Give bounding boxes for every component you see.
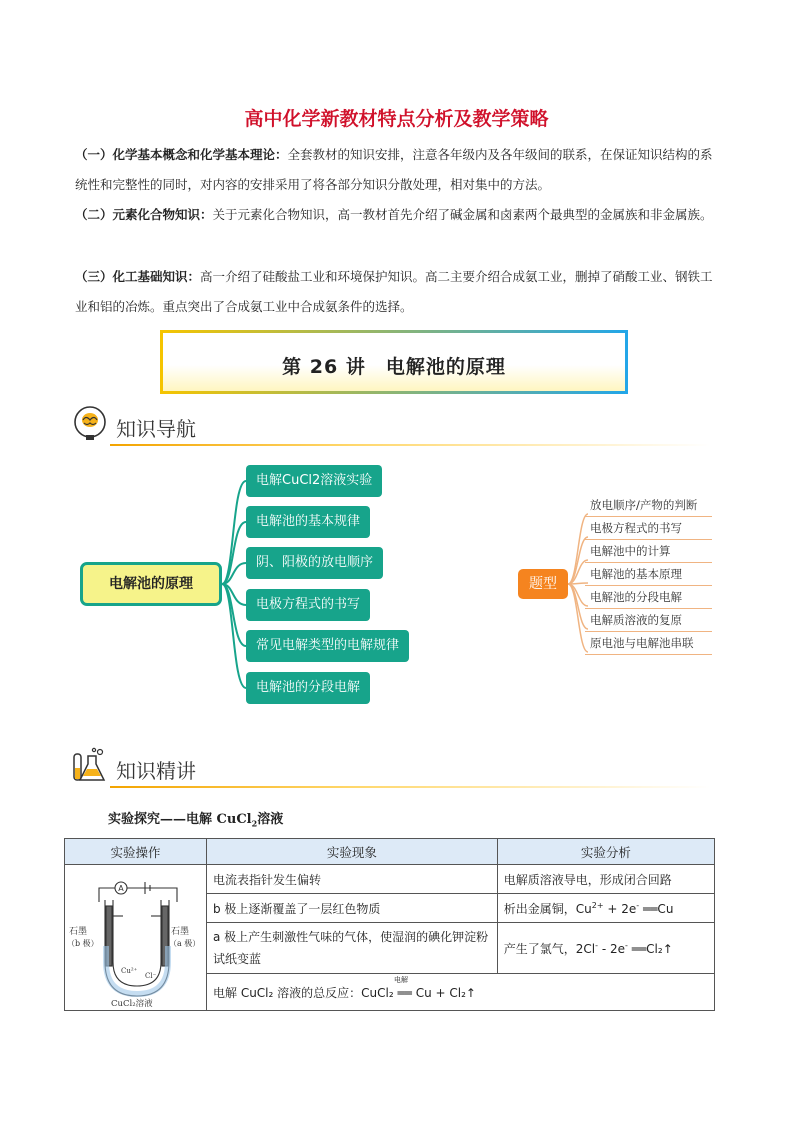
- left-electrode-label: 石墨: [69, 926, 88, 937]
- analysis-text: 析出金属铜，Cu: [503, 901, 592, 916]
- mindmap-branch: 电解池的分段电解: [246, 672, 370, 704]
- table-header: 实验操作: [65, 839, 207, 865]
- table-header: 实验现象: [207, 839, 498, 865]
- phenomenon-cell: a 极上产生刺激性气味的气体，使湿润的碘化钾淀粉试纸变蓝: [207, 923, 498, 974]
- paragraph-text: 关于元素化合物知识，高一教材首先介绍了碱金属和卤素两个最典型的金属族和非金属族。: [212, 207, 713, 222]
- paragraph-text: 全套教材的知识安排，注意各年级内及各年级间的联系，在保证知识结构的系统性和完整性的同时，对内容的安排采用了将各部分知识分散处理，相对集中的方法。: [75, 147, 713, 192]
- question-type-item: 放电顺序/产物的判断: [585, 496, 712, 517]
- superscript: -: [636, 900, 640, 910]
- ammeter-label: A: [118, 883, 124, 893]
- mindmap-branch: 电解池的基本规律: [246, 506, 370, 538]
- mindmap-branch: 阴、阳极的放电顺序: [246, 547, 383, 579]
- mindmap-branch: 电极方程式的书写: [246, 589, 370, 621]
- superscript: -: [595, 940, 599, 950]
- right-electrode-label: 石墨: [171, 926, 190, 937]
- analysis-cell: [497, 923, 714, 974]
- phenomenon-cell: b 极上逐渐覆盖了一层红色物质: [207, 894, 498, 923]
- mindmap-root: 电解池的原理: [80, 562, 222, 606]
- analysis-text: 产生了氯气，2Cl: [503, 941, 596, 956]
- subtitle-suffix: 溶液: [257, 812, 284, 827]
- reaction-condition: 电解: [394, 975, 408, 984]
- cl-ion-label: Cl⁻: [145, 971, 157, 980]
- section-knowledge-lecture: [70, 746, 710, 792]
- apparatus-cell: [65, 865, 207, 1011]
- analysis-cell: 电解质溶液导电，形成闭合回路: [497, 865, 714, 894]
- experiment-subtitle: [108, 808, 283, 829]
- mindmap-branch: 电解CuCl2溶液实验: [246, 465, 382, 497]
- question-type-item: 电解池中的计算: [585, 542, 712, 563]
- total-reaction-text: 电解 CuCl₂ 溶液的总反应：CuCl₂ ══ Cu + Cl₂↑: [213, 985, 476, 1000]
- paragraph-heading: （一）化学基本概念和化学基本理论：: [75, 147, 288, 162]
- lecture-title: 第 26 讲 电解池的原理: [282, 356, 506, 378]
- question-type-item: 电解质溶液的复原: [585, 611, 712, 632]
- superscript: 2+: [591, 900, 604, 910]
- question-type-item: 电解池的基本原理: [585, 565, 712, 586]
- analysis-cell: [497, 894, 714, 923]
- lab-flask-icon: [70, 746, 110, 786]
- section-label: 知识导航: [116, 417, 196, 441]
- question-type-item: 电解池的分段电解: [585, 588, 712, 609]
- question-type-item: 电极方程式的书写: [585, 519, 712, 540]
- paragraph-text: 高一介绍了硅酸盐工业和环境保护知识。高二主要介绍合成氨工业，删掉了硝酸工业、钢铁工业和铝的冶炼。重点突出了合成氨工业中合成氨条件的选择。: [75, 269, 713, 314]
- cu-ion-label: Cu²⁺: [121, 966, 138, 975]
- analysis-text: + 2e: [603, 901, 637, 916]
- subtitle-prefix: 实验探究——电解 CuCl: [108, 812, 252, 827]
- electrolysis-apparatus-diagram: [65, 866, 206, 1010]
- paragraph-heading: （二）元素化合物知识：: [75, 207, 213, 222]
- analysis-text: - 2e: [598, 941, 626, 956]
- experiment-table: [64, 838, 715, 1011]
- page-title: 高中化学新教材特点分析及教学策略: [244, 108, 549, 130]
- table-header: 实验分析: [497, 839, 714, 865]
- right-electrode-sub: （a 极）: [169, 938, 201, 948]
- total-reaction: [213, 975, 476, 1001]
- left-electrode-sub: （b 极）: [67, 938, 99, 948]
- section-label: 知识精讲: [116, 759, 196, 783]
- solution-label: CuCl₂溶液: [111, 998, 153, 1009]
- section-underline: [110, 786, 710, 788]
- phenomenon-cell: 电流表指针发生偏转: [207, 865, 498, 894]
- question-type-item: 原电池与电解池串联: [585, 634, 712, 655]
- total-reaction-cell: [207, 974, 715, 1011]
- question-type-node: 题型: [518, 569, 568, 599]
- analysis-text: ══Cl₂↑: [627, 941, 673, 956]
- paragraph-heading: （三）化工基础知识：: [75, 269, 201, 284]
- analysis-text: ══Cu: [639, 901, 674, 916]
- mindmap-branch: 常见电解类型的电解规律: [246, 630, 409, 662]
- subtitle-subscript: 2: [251, 818, 258, 829]
- superscript: -: [625, 940, 628, 950]
